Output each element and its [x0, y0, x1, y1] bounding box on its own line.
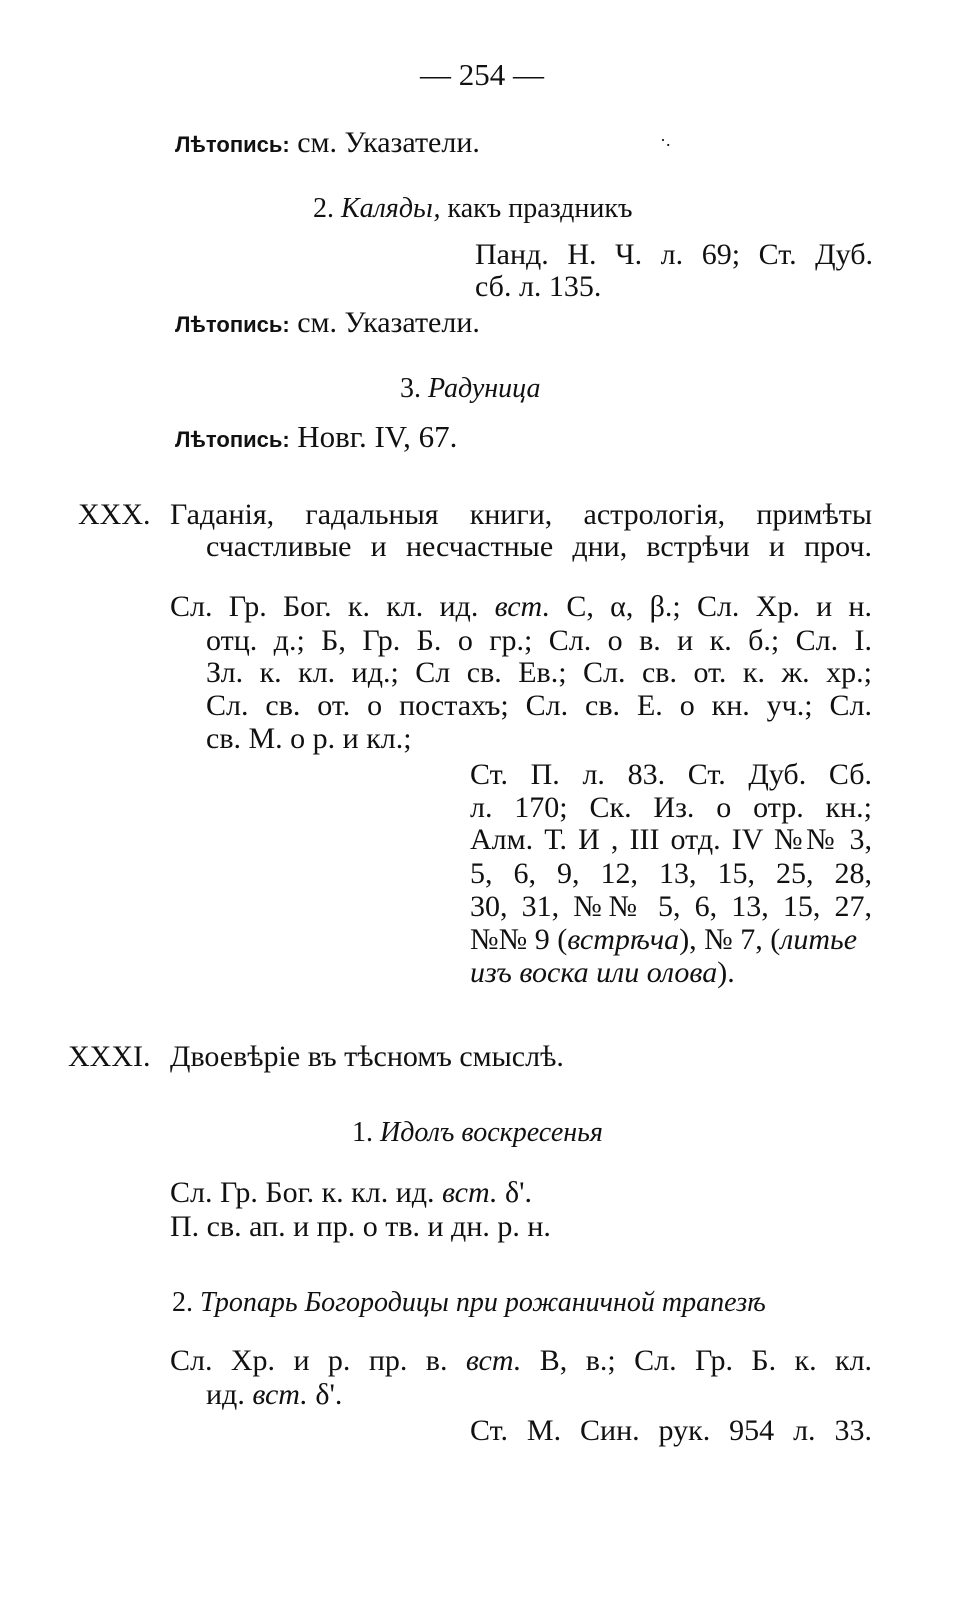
source-ref-line: 5, 6, 9, 12, 13, 15, 25, 28,: [470, 857, 872, 890]
letopis-ref: см. Указатели.: [297, 306, 480, 339]
source-ref-line: л. 170; Ск. Из. о отр. кн.;: [470, 791, 872, 824]
slovo-ref-line: ид. вст. δ'.: [206, 1378, 343, 1411]
source-ref-line: изъ воска или олова).: [470, 956, 735, 989]
section-2-heading: [313, 192, 632, 226]
section-xxxi-title: Двоевѣріе въ тѣсномъ смыслѣ.: [170, 1040, 564, 1073]
subsection-2-heading: [172, 1286, 766, 1320]
letopis-label: Лѣтопись:: [175, 312, 290, 337]
slovo-ref-line: П. св. ап. и пр. о тв. и дн. р. н.: [170, 1210, 551, 1243]
subsection-1-heading: [352, 1116, 603, 1150]
section-title: Радуница: [428, 373, 541, 404]
slovo-ref-line: Сл. Гр. Бог. к. кл. ид. вст. С, α, β.; Сл. Хр. и н.: [170, 590, 872, 623]
source-ref-line: сб. л. 135.: [475, 270, 602, 303]
letopis-line-2: [175, 306, 480, 342]
letopis-ref: см. Указатели.: [297, 126, 480, 159]
subsection-title: Тропарь Богородицы при рожаничной трапезѣ: [200, 1287, 766, 1318]
section-xxx-title-line: счастливые и несчастные дни, встрѣчи и проч.: [206, 530, 872, 563]
page-number: — 254 —: [420, 57, 544, 92]
subsection-number: 2.: [172, 1287, 193, 1318]
subsection-title: Идолъ воскресенья: [380, 1117, 603, 1148]
letopis-line-1: [175, 126, 480, 162]
section-title-rest: какъ праздникъ: [447, 193, 633, 224]
source-ref-line: 30, 31, №№ 5, 6, 13, 15, 27,: [470, 890, 872, 923]
source-ref-line: Алм. Т. И , III отд. IV №№ 3,: [470, 823, 872, 856]
section-xxx-title-line: Гаданія, гадальныя книги, астрологія, примѣты: [170, 498, 872, 531]
slovo-ref-line: Сл. Гр. Бог. к. кл. ид. вст. δ'.: [170, 1176, 533, 1209]
stray-mark: ·.: [660, 130, 671, 150]
source-ref-line: №№ 9 (встрѣча), № 7, (литье: [470, 923, 858, 956]
section-number: 3.: [400, 373, 421, 404]
slovo-ref-line: св. М. о р. и кл.;: [206, 722, 412, 755]
section-3-heading: [400, 372, 541, 406]
slovo-ref-line: отц. д.; Б, Гр. Б. о гр.; Сл. о в. и к. б.; Сл. I.: [206, 624, 872, 657]
section-number: 2.: [313, 193, 334, 224]
letopis-label: Лѣтопись:: [175, 132, 290, 157]
letopis-label: Лѣтопись:: [175, 427, 290, 452]
subsection-number: 1.: [352, 1117, 373, 1148]
source-ref-line: Ст. М. Син. рук. 954 л. 33.: [470, 1414, 872, 1447]
slovo-ref-line: Сл. св. от. о постахъ; Сл. св. Е. о кн. уч.; Сл.: [206, 689, 872, 722]
section-title: Калядьı,: [341, 193, 441, 224]
section-xxx-number: XXX.: [78, 498, 151, 531]
slovo-ref-line: Зл. к. кл. ид.; Сл св. Ев.; Сл. св. от. к. ж. хр.;: [206, 656, 872, 689]
letopis-line-3: [175, 420, 457, 457]
letopis-ref: Новг. IV, 67.: [297, 419, 458, 454]
slovo-ref-line: Сл. Хр. и р. пр. в. вст. В, в.; Сл. Гр. Б. к. кл.: [170, 1344, 873, 1377]
section-xxxi-number: XXXI.: [68, 1040, 151, 1073]
source-ref-line: Ст. П. л. 83. Ст. Дуб. Сб.: [470, 758, 872, 791]
source-ref-line: Панд. Н. Ч. л. 69; Ст. Дуб.: [475, 238, 873, 271]
